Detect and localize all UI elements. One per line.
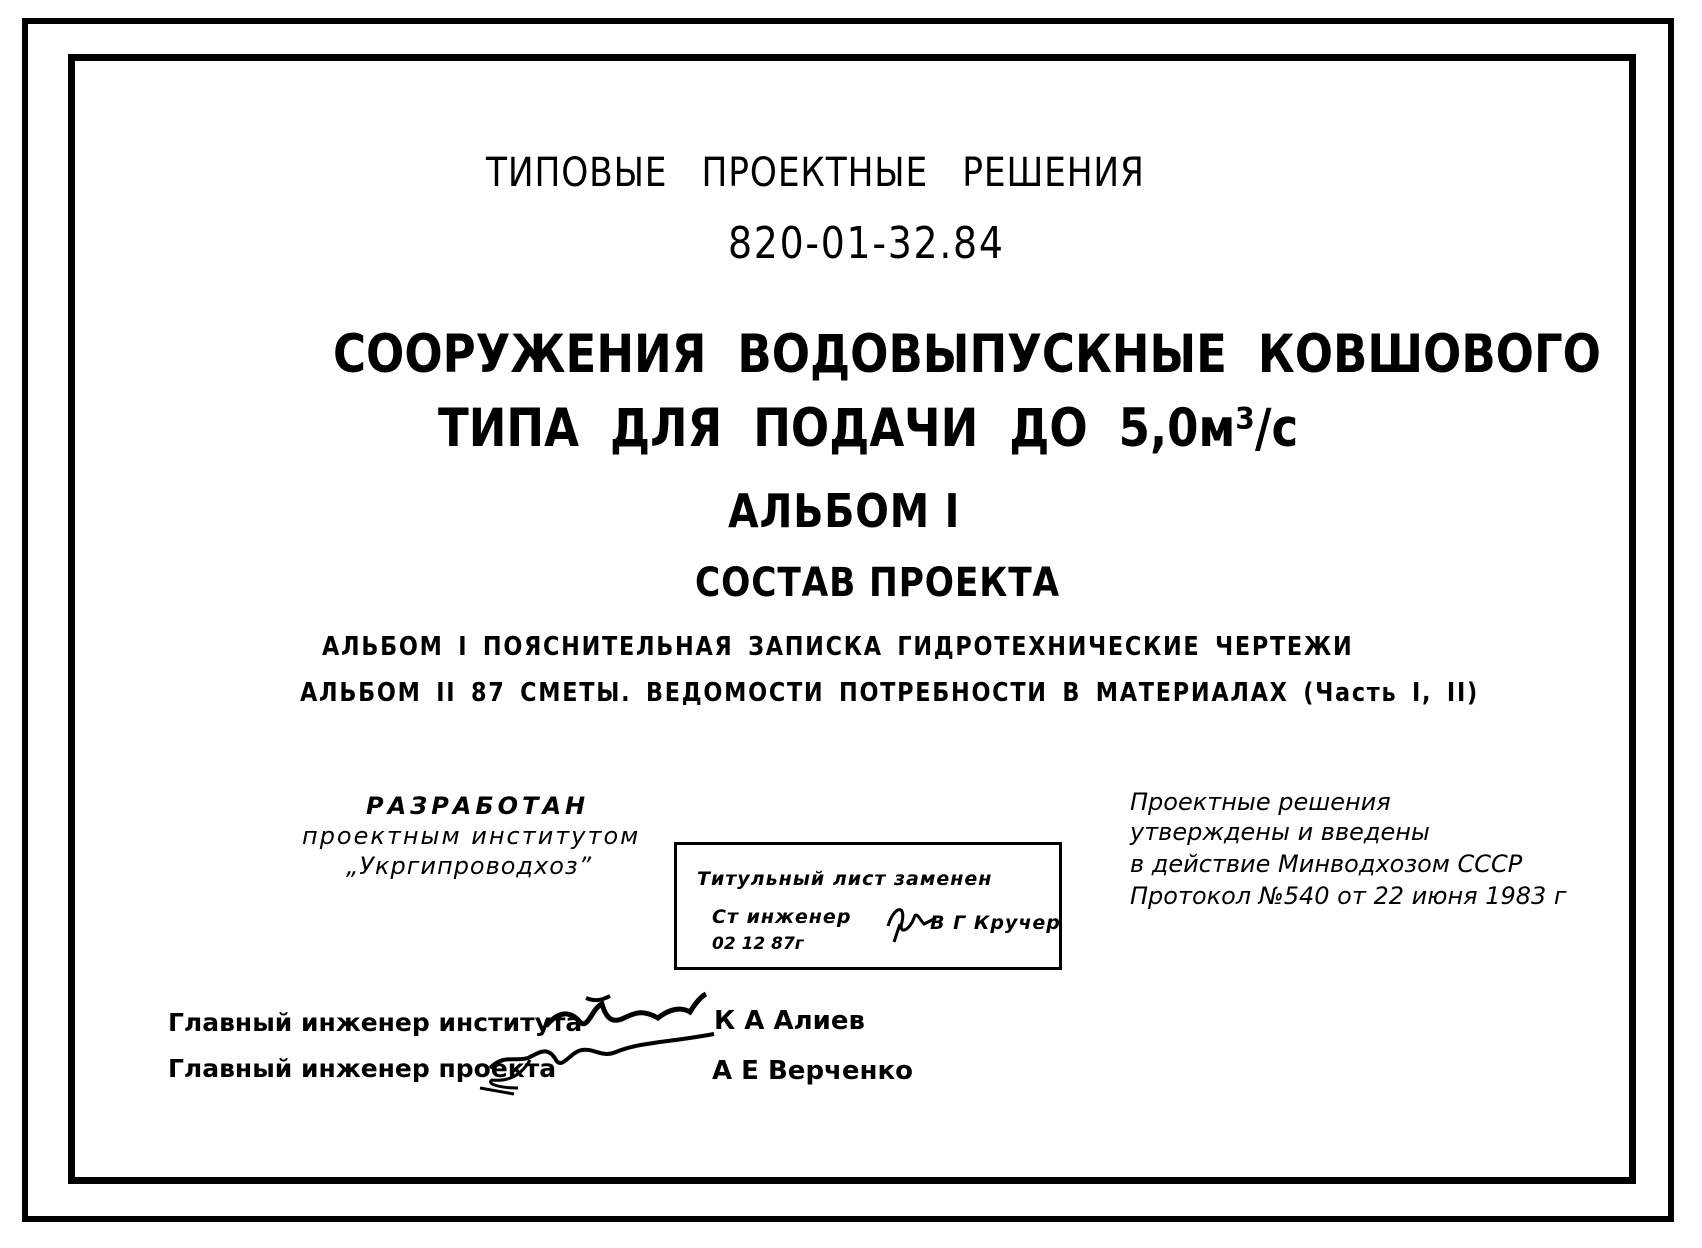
main-title-line-2: ТИПА ДЛЯ ПОДАЧИ ДО 5,0м³/с xyxy=(438,398,1299,459)
album-list-item-1: АЛЬБОМ I ПОЯСНИТЕЛЬНАЯ ЗАПИСКА ГИДРОТЕХНИЧЕСКИЕ ЧЕРТЕЖИ xyxy=(322,632,1354,662)
chief-engineer-institute-label: Главный инженер института xyxy=(168,1008,583,1037)
approval-line-1: Проектные решения xyxy=(1130,788,1391,816)
stamp-title: Титульный лист заменен xyxy=(697,868,993,890)
album-title: АЛЬБОМ I xyxy=(728,484,961,538)
stamp-engineer-name: В Г Кручер xyxy=(930,912,1061,934)
chief-engineer-project-label: Главный инженер проекта xyxy=(168,1054,557,1083)
chief-engineer-project-name: А Е Верченко xyxy=(712,1056,914,1086)
stamp-signature xyxy=(880,896,940,946)
developer-label: РАЗРАБОТАН xyxy=(366,792,590,820)
project-contents-title: СОСТАВ ПРОЕКТА xyxy=(695,560,1061,606)
stamp-engineer-label: Ст инженер xyxy=(712,906,852,928)
stamp-date: 02 12 87г xyxy=(712,934,804,954)
approval-line-2: утверждены и введены xyxy=(1130,818,1430,846)
chief-engineer-project-signature xyxy=(470,1030,720,1100)
series-code: 820-01-32.84 xyxy=(728,218,1005,269)
approval-protocol: Протокол №540 от 22 июня 1983 г xyxy=(1130,882,1567,910)
chief-engineer-institute-name: К А Алиев xyxy=(714,1006,865,1036)
album-list-item-2: АЛЬБОМ II 87 СМЕТЫ. ВЕДОМОСТИ ПОТРЕБНОСТИ В МАТЕРИАЛАХ (Часть I, II) xyxy=(300,678,1479,708)
main-title-line-1: СООРУЖЕНИЯ ВОДОВЫПУСКНЫЕ КОВШОВОГО xyxy=(333,324,1601,385)
developer-institute-name: „Укргипроводхоз” xyxy=(346,852,593,880)
approval-line-3: в действие Минводхозом СССР xyxy=(1130,850,1523,878)
developer-institute-line: проектным институтом xyxy=(302,822,641,850)
series-title: ТИПОВЫЕ ПРОЕКТНЫЕ РЕШЕНИЯ xyxy=(486,150,1145,196)
